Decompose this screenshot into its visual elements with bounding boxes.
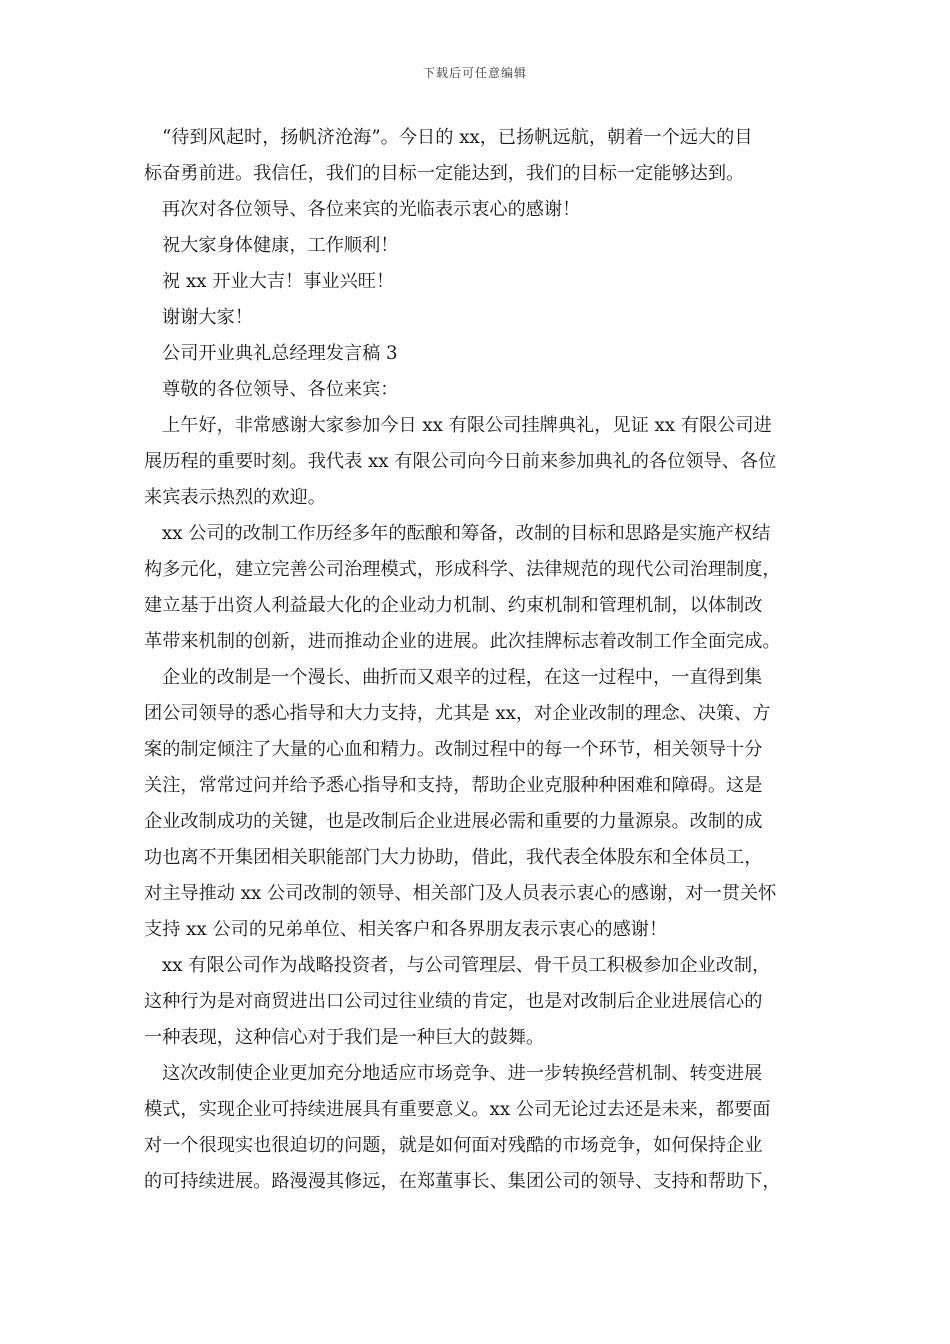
text-line: 公司开业典礼总经理发言稿 3 [162, 343, 398, 364]
text-line: xx 公司的改制工作历经多年的酝酿和筹备，改制的目标和思路是实施产权结 [162, 523, 771, 544]
text-line: 革带来机制的创新，进而推动企业的进展。此次挂牌标志着改制工作全面完成。 [144, 631, 781, 652]
document-body [144, 120, 816, 1200]
text-line: 功也离不开集团相关职能部门大力协助，借此，我代表全体股东和全体员工， [144, 847, 763, 868]
text-line: 谢谢大家！ [162, 307, 253, 328]
text-line: 标奋勇前进。我信任，我们的目标一定能达到，我们的目标一定能够达到。 [144, 163, 745, 184]
page-header-note: 下载后可任意编辑 [422, 66, 527, 80]
text-line: 案的制定倾注了大量的心血和精力。改制过程中的每一个环节，相关领导十分 [144, 739, 763, 760]
text-line: 构多元化，建立完善公司治理模式，形成科学、法律规范的现代公司治理制度， [144, 559, 781, 580]
text-line: 对主导推动 xx 公司改制的领导、相关部门及人员表示衷心的感谢，对一贯关怀 [144, 883, 777, 904]
text-line: 尊敬的各位领导、各位来宾： [162, 379, 399, 400]
text-line: 展历程的重要时刻。我代表 xx 有限公司向今日前来参加典礼的各位领导、各位 [144, 451, 777, 472]
text-line: 支持 xx 公司的兄弟单位、相关客户和各界朋友表示衷心的感谢！ [144, 919, 668, 940]
text-line: 再次对各位领导、各位来宾的光临表示衷心的感谢！ [162, 199, 581, 220]
text-line: 企业的改制是一个漫长、曲折而又艰辛的过程，在这一过程中，一直得到集 [162, 667, 763, 688]
text-line: 这次改制使企业更加充分地适应市场竞争、进一步转换经营机制、转变进展 [162, 1063, 763, 1084]
text-line: “待到风起时，扬帆济沧海”。今日的 xx，已扬帆远航，朝着一个远大的目 [162, 127, 753, 148]
text-line: 团公司领导的悉心指导和大力支持，尤其是 xx，对企业改制的理念、决策、方 [144, 703, 771, 724]
text-line: 建立基于出资人利益最大化的企业动力机制、约束机制和管理机制，以体制改 [144, 595, 763, 616]
text-line: 对一个很现实也很迫切的问题，就是如何面对残酷的市场竞争，如何保持企业 [144, 1135, 763, 1156]
text-line: 祝 xx 开业大吉！事业兴旺！ [162, 271, 395, 292]
text-line: 这种行为是对商贸进出口公司过往业绩的肯定，也是对改制后企业进展信心的 [144, 991, 763, 1012]
text-line: 模式，实现企业可持续进展具有重要意义。xx 公司无论过去还是未来，都要面 [144, 1099, 771, 1120]
text-line: 关注，常常过问并给予悉心指导和支持，帮助企业克服种种困难和障碍。这是 [144, 775, 763, 796]
text-line: 企业改制成功的关键，也是改制后企业进展必需和重要的力量源泉。改制的成 [144, 811, 763, 832]
text-line: 祝大家身体健康，工作顺利！ [162, 235, 399, 256]
text-line: 来宾表示热烈的欢迎。 [144, 487, 326, 508]
text-line: 上午好，非常感谢大家参加今日 xx 有限公司挂牌典礼，见证 xx 有限公司进 [162, 415, 772, 436]
text-line: 的可持续进展。路漫漫其修远，在郑董事长、集团公司的领导、支持和帮助下， [144, 1171, 781, 1192]
text-line: xx 有限公司作为战略投资者，与公司管理层、骨干员工积极参加企业改制， [162, 955, 771, 976]
text-line: 一种表现，这种信心对于我们是一种巨大的鼓舞。 [144, 1027, 545, 1048]
